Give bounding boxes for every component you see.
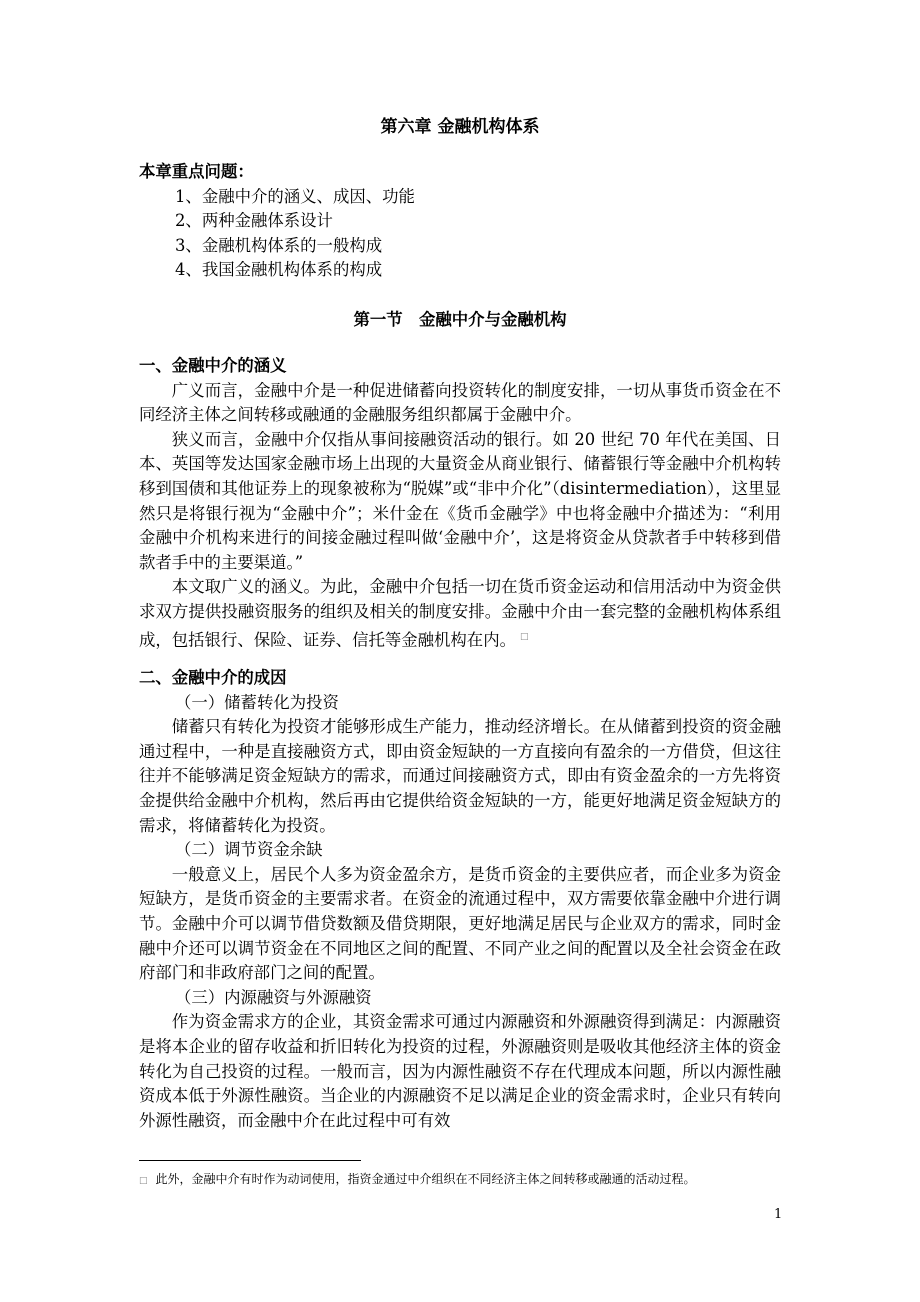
paragraph: 作为资金需求方的企业，其资金需求可通过内源融资和外源融资得到满足：内源融资是将本企业的留存收益和折旧转化为投资的过程，外源融资则是吸收其他经济主体的资金转化为自己投资的过程。一般而言，因为内源性融资不存在代理成本问题，所以内源性融资成本低于外源性融资。当企业的内源融资不足以满足企业的资金需求时，企业只有转向外源性融资，而金融中介在此过程中可有效 [139, 1012, 781, 1130]
paragraph: 储蓄只有转化为投资才能够形成生产能力，推动经济增长。在从储蓄到投资的资金融通过程中，一种是直接融资方式，即由资金短缺的一方直接向有盈余的一方借贷，但这往往并不能够满足资金短缺方的需求，而通过间接融资方式，即由有资金盈余的一方先将资金提供给金融中介机构，然后再由它提供给资金短缺的一方，能更好地满足资金短缺方的需求，将储蓄转化为投资。 [139, 717, 781, 835]
key-issue-item: 3、金融机构体系的一般构成 [175, 235, 383, 255]
key-issue-item: 4、我国金融机构体系的构成 [175, 260, 383, 280]
part1-block [139, 354, 781, 653]
footnote-divider [139, 1160, 361, 1161]
page-number: 1 [774, 1207, 783, 1222]
section-title: 第一节 金融中介与金融机构 [353, 310, 567, 329]
key-issue-item: 2、两种金融体系设计 [175, 211, 333, 231]
footnote-marker[interactable]: □ [519, 631, 529, 642]
chapter-title: 第六章 金融机构体系 [380, 117, 540, 137]
paragraph [139, 575, 781, 652]
footnote-text: 此外，金融中介有时作为动词使用，指资金通过中介组织在不同经济主体之间转移或融通的活动过程。 [155, 1172, 696, 1186]
paragraph-text: 本文取广义的涵义。为此，金融中介包括一切在货币资金运动和信用活动中为资金供求双方提供投融资服务的组织及相关的制度安排。金融中介由一套完整的金融机构体系组成，包括银行、保险、证券、信托等金融机构在内。 [139, 577, 781, 649]
key-issues-heading: 本章重点问题： [139, 162, 254, 181]
part1-heading: 一、金融中介的涵义 [139, 356, 287, 375]
paragraph: 狭义而言，金融中介仅指从事间接融资活动的银行。如 20 世纪 70 年代在美国、日本、英国等发达国家金融市场上出现的大量资金从商业银行、储蓄银行等金融中介机构转移到国债和其他证券上的现象被称为“脱媒”或“非中介化”（disintermediation），这里显然只是将银行视为“金融中介”；米什金在《货币金融学》中也将金融中介描述为：“利用金融中介机构来进行的间接金融过程叫做‘金融中介’，这是将资金从贷款者手中转移到借款者手中的主要渠道。” [139, 429, 781, 572]
part2-block [139, 666, 781, 1133]
part2-heading: 二、金融中介的成因 [139, 668, 287, 687]
key-issues-list [139, 185, 781, 283]
subsection-title: （三）内源融资与外源融资 [175, 987, 372, 1007]
key-issues-block [139, 160, 781, 283]
paragraph: 一般意义上，居民个人多为资金盈余方，是货币资金的主要供应者，而企业多为资金短缺方，是货币资金的主要需求者。在资金的流通过程中，双方需要依靠金融中介进行调节。金融中介可以调节借贷数额及借贷期限，更好地满足居民与企业双方的需求，同时金融中介还可以调节资金在不同地区之间的配置、不同产业之间的配置以及全社会资金在政府部门和非政府部门之间的配置。 [139, 864, 781, 983]
subsection-title: （二）调节资金余缺 [175, 840, 323, 860]
subsection-title: （一）储蓄转化为投资 [175, 692, 339, 712]
paragraph: 广义而言，金融中介是一种促进储蓄向投资转化的制度安排，一切从事货币资金在不同经济主体之间转移或融通的金融服务组织都属于金融中介。 [139, 380, 781, 425]
footnote-symbol: □ [139, 1176, 148, 1186]
footnote [139, 1170, 819, 1190]
key-issue-item: 1、金融中介的涵义、成因、功能 [175, 186, 415, 206]
